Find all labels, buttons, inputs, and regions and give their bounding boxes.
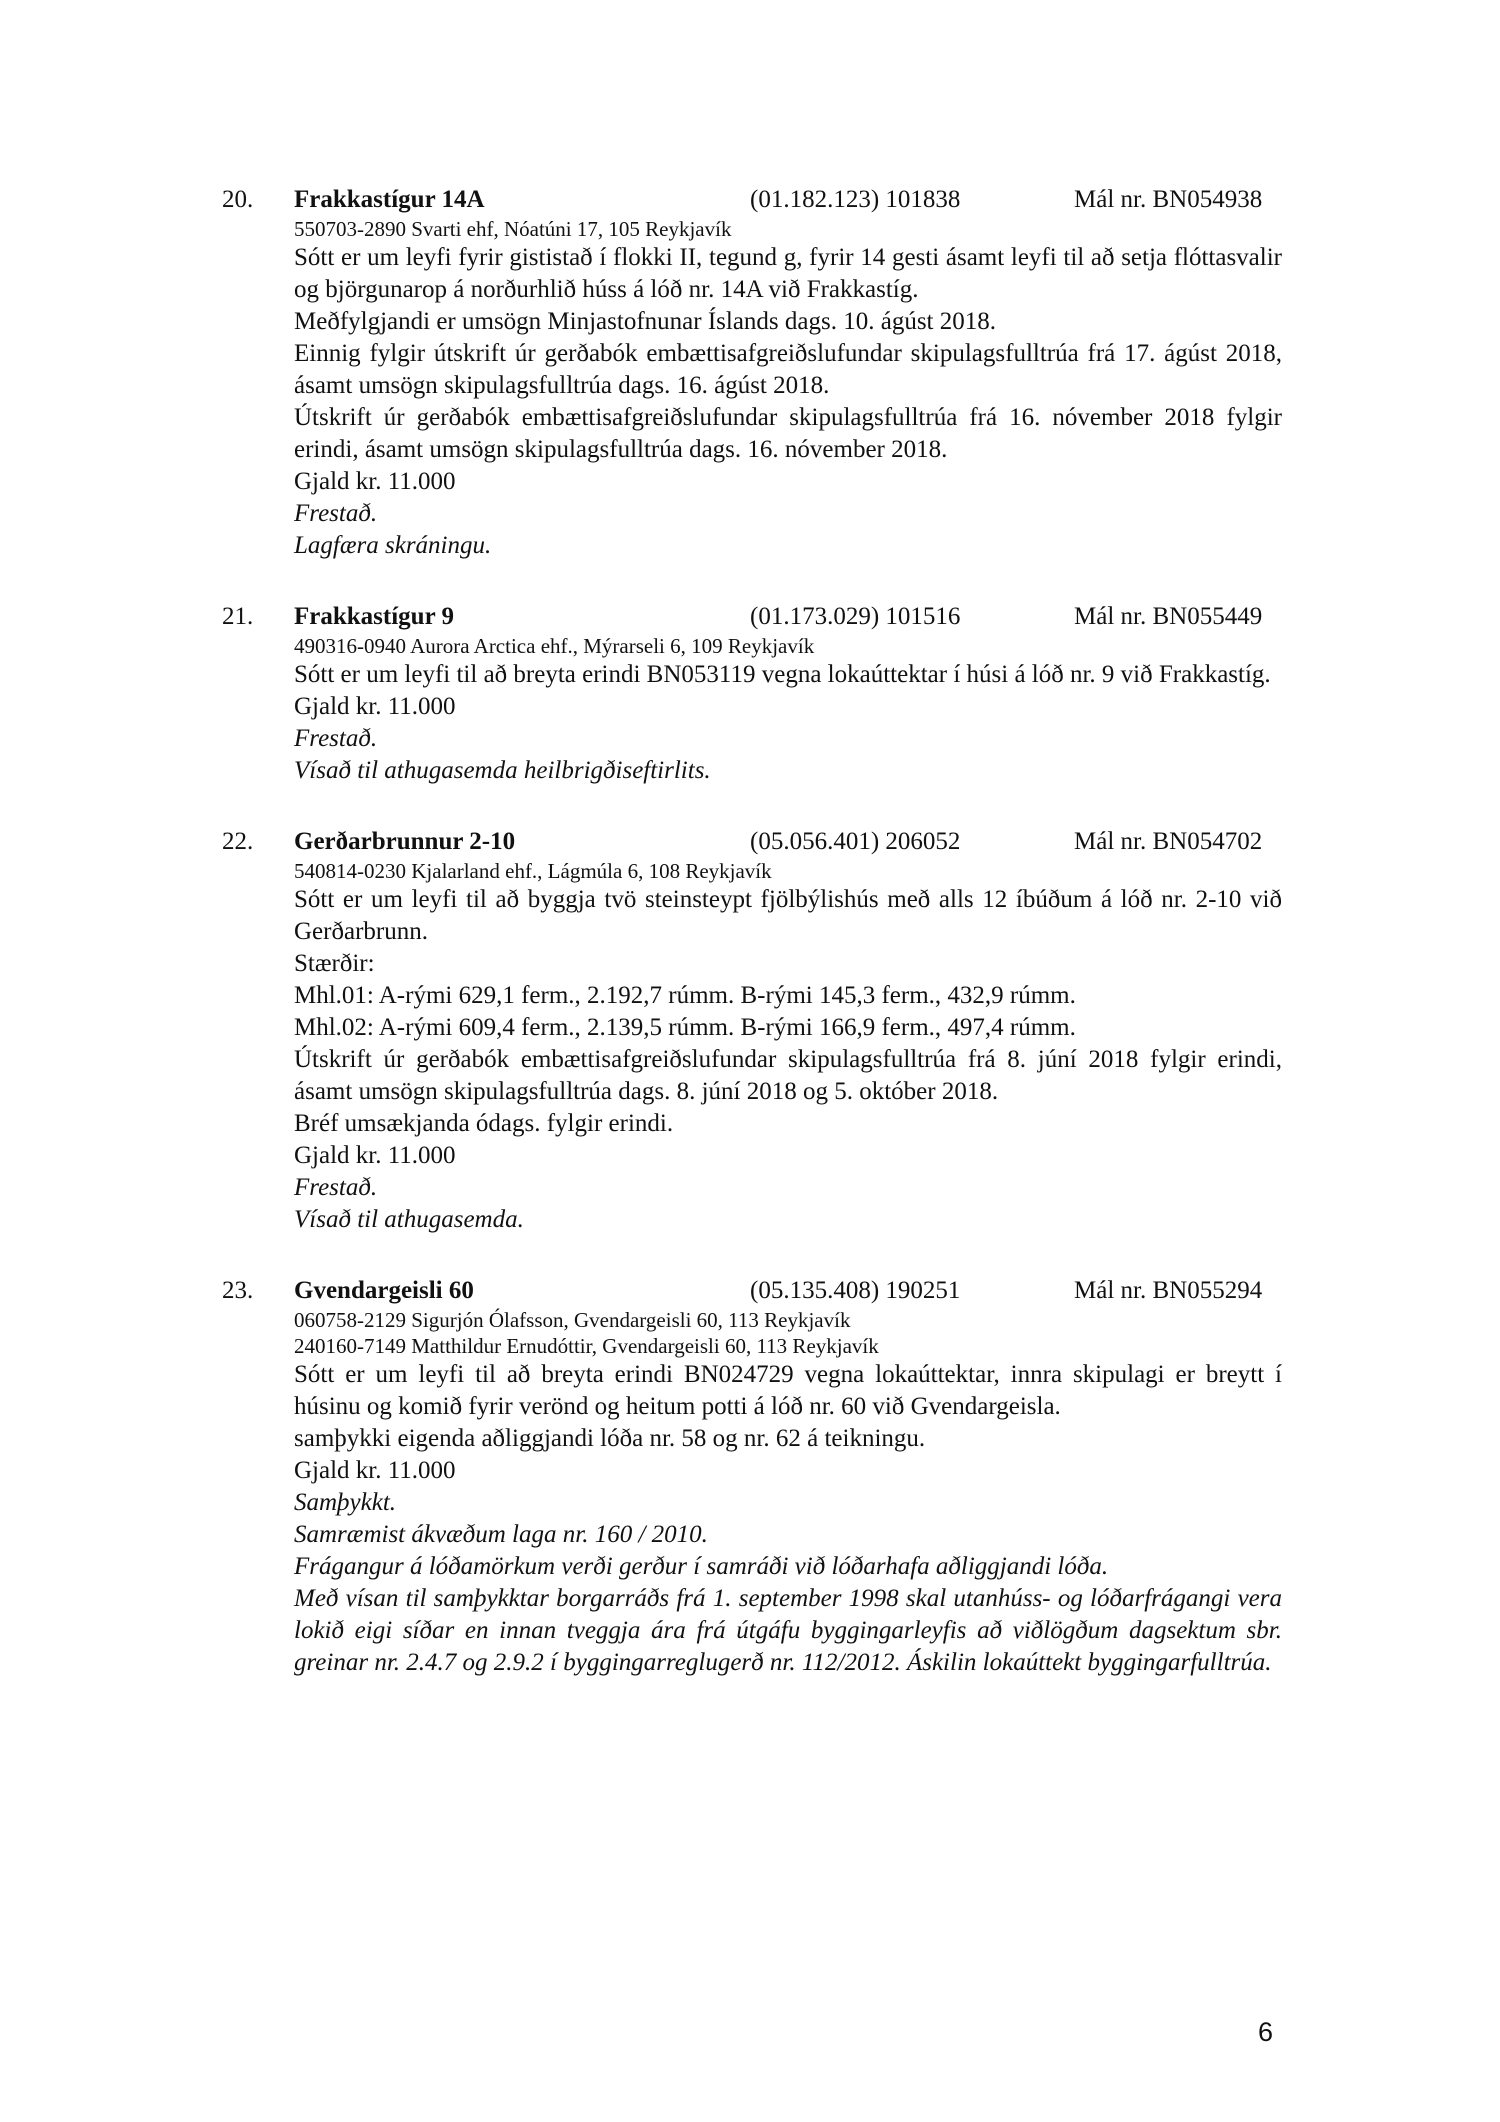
case-reference: Mál nr. BN054702 [1074, 828, 1263, 855]
decision: Frestað. [294, 1174, 378, 1201]
case-23 [222, 1274, 1282, 1679]
land-number: (01.182.123) 101838 [750, 186, 961, 213]
applicant: 240160-7149 Matthildur Ernudóttir, Gvendargeisli 60, 113 Reykjavík [294, 1334, 879, 1358]
applicant: 540814-0230 Kjalarland ehf., Lágmúla 6, 108 Reykjavík [294, 859, 772, 883]
case-details [294, 1307, 1282, 1679]
case-header [222, 825, 1282, 858]
case-paragraph: Stærðir: [294, 950, 375, 977]
case-reference: Mál nr. BN055294 [1074, 1277, 1263, 1304]
case-reference: Mál nr. BN055449 [1074, 603, 1263, 630]
applicant: 550703-2890 Svarti ehf, Nóatúni 17, 105 Reykjavík [294, 217, 732, 241]
fee: Gjald kr. 11.000 [294, 1142, 456, 1169]
case-number: 21. [222, 603, 254, 630]
case-header [222, 600, 1282, 633]
applicant: 060758-2129 Sigurjón Ólafsson, Gvendargeisli 60, 113 Reykjavík [294, 1308, 851, 1332]
case-paragraph: Meðfylgjandi er umsögn Minjastofnunar Íslands dags. 10. ágúst 2018. [294, 308, 996, 335]
case-details [294, 633, 1282, 787]
case-20 [222, 183, 1282, 562]
decision-note: Frágangur á lóðamörkum verði gerður í samráði við lóðarhafa aðliggjandi lóða. [294, 1553, 1109, 1580]
decision: Frestað. [294, 500, 378, 527]
case-paragraph: Útskrift úr gerðabók embættisafgreiðslufundar skipulagsfulltrúa frá 8. júní 2018 fylgir erindi, ásamt umsögn skipulagsfulltrúa dags. 8. júní 2018 og 5. október 2018. [294, 1046, 1282, 1105]
case-header [222, 183, 1282, 216]
page-number: 6 [1258, 2017, 1274, 2047]
document-body [222, 183, 1282, 1717]
decision: Samþykkt. [294, 1489, 397, 1516]
decision-note: Vísað til athugasemda heilbrigðiseftirlits. [294, 757, 711, 784]
case-number: 23. [222, 1277, 254, 1304]
case-address: Frakkastígur 9 [294, 603, 454, 630]
decision-note: Með vísan til samþykktar borgarráðs frá 1. september 1998 skal utanhúss- og lóðarfrágangi vera lokið eigi síðar en innan tveggja ára frá útgáfu byggingarleyfis að viðlögðum dagsektum sbr. greinar nr. 2.4.7 og 2.9.2 í byggingarreglugerð nr. 112/2012. Áskilin lokaúttekt byggingarfulltrúa. [294, 1585, 1282, 1676]
case-address: Frakkastígur 14A [294, 186, 485, 213]
land-number: (01.173.029) 101516 [750, 603, 961, 630]
case-paragraph: Sótt er um leyfi til að byggja tvö steinsteypt fjölbýlishús með alls 12 íbúðum á lóð nr. 2-10 við Gerðarbrunn. [294, 886, 1282, 945]
decision-note: Vísað til athugasemda. [294, 1206, 524, 1233]
fee: Gjald kr. 11.000 [294, 1457, 456, 1484]
case-details [294, 858, 1282, 1236]
land-number: (05.135.408) 190251 [750, 1277, 961, 1304]
case-address: Gerðarbrunnur 2-10 [294, 828, 516, 855]
land-number: (05.056.401) 206052 [750, 828, 961, 855]
fee: Gjald kr. 11.000 [294, 693, 456, 720]
case-paragraph: Einnig fylgir útskrift úr gerðabók embættisafgreiðslufundar skipulagsfulltrúa frá 17. ágúst 2018, ásamt umsögn skipulagsfulltrúa dags. 16. ágúst 2018. [294, 340, 1282, 399]
case-21 [222, 600, 1282, 787]
fee: Gjald kr. 11.000 [294, 468, 456, 495]
case-paragraph: Sótt er um leyfi til að breyta erindi BN053119 vegna lokaúttektar í húsi á lóð nr. 9 við Frakkastíg. [294, 661, 1271, 688]
case-paragraph: Mhl.01: A-rými 629,1 ferm., 2.192,7 rúmm. B-rými 145,3 ferm., 432,9 rúmm. [294, 982, 1076, 1009]
case-paragraph: Sótt er um leyfi til að breyta erindi BN024729 vegna lokaúttektar, innra skipulagi er breytt í húsinu og komið fyrir verönd og heitum potti á lóð nr. 60 við Gvendargeisla. [294, 1361, 1282, 1420]
case-details [294, 216, 1282, 562]
case-paragraph: Bréf umsækjanda ódags. fylgir erindi. [294, 1110, 674, 1137]
applicant: 490316-0940 Aurora Arctica ehf., Mýrarseli 6, 109 Reykjavík [294, 634, 815, 658]
case-paragraph: Útskrift úr gerðabók embættisafgreiðslufundar skipulagsfulltrúa frá 16. nóvember 2018 fylgir erindi, ásamt umsögn skipulagsfulltrúa dags. 16. nóvember 2018. [294, 404, 1282, 463]
case-paragraph: Sótt er um leyfi fyrir gististað í flokki II, tegund g, fyrir 14 gesti ásamt leyfi til að setja flóttasvalir og björgunarop á norðurhlið húss á lóð nr. 14A við Frakkastíg. [294, 244, 1282, 303]
case-22 [222, 825, 1282, 1236]
decision: Frestað. [294, 725, 378, 752]
decision-note: Samræmist ákvæðum laga nr. 160 / 2010. [294, 1521, 708, 1548]
case-header [222, 1274, 1282, 1307]
case-address: Gvendargeisli 60 [294, 1277, 474, 1304]
case-paragraph: samþykki eigenda aðliggjandi lóða nr. 58 og nr. 62 á teikningu. [294, 1425, 926, 1452]
decision-note: Lagfæra skráningu. [294, 532, 492, 559]
case-number: 20. [222, 186, 254, 213]
case-reference: Mál nr. BN054938 [1074, 186, 1263, 213]
case-paragraph: Mhl.02: A-rými 609,4 ferm., 2.139,5 rúmm. B-rými 166,9 ferm., 497,4 rúmm. [294, 1014, 1076, 1041]
case-number: 22. [222, 828, 254, 855]
